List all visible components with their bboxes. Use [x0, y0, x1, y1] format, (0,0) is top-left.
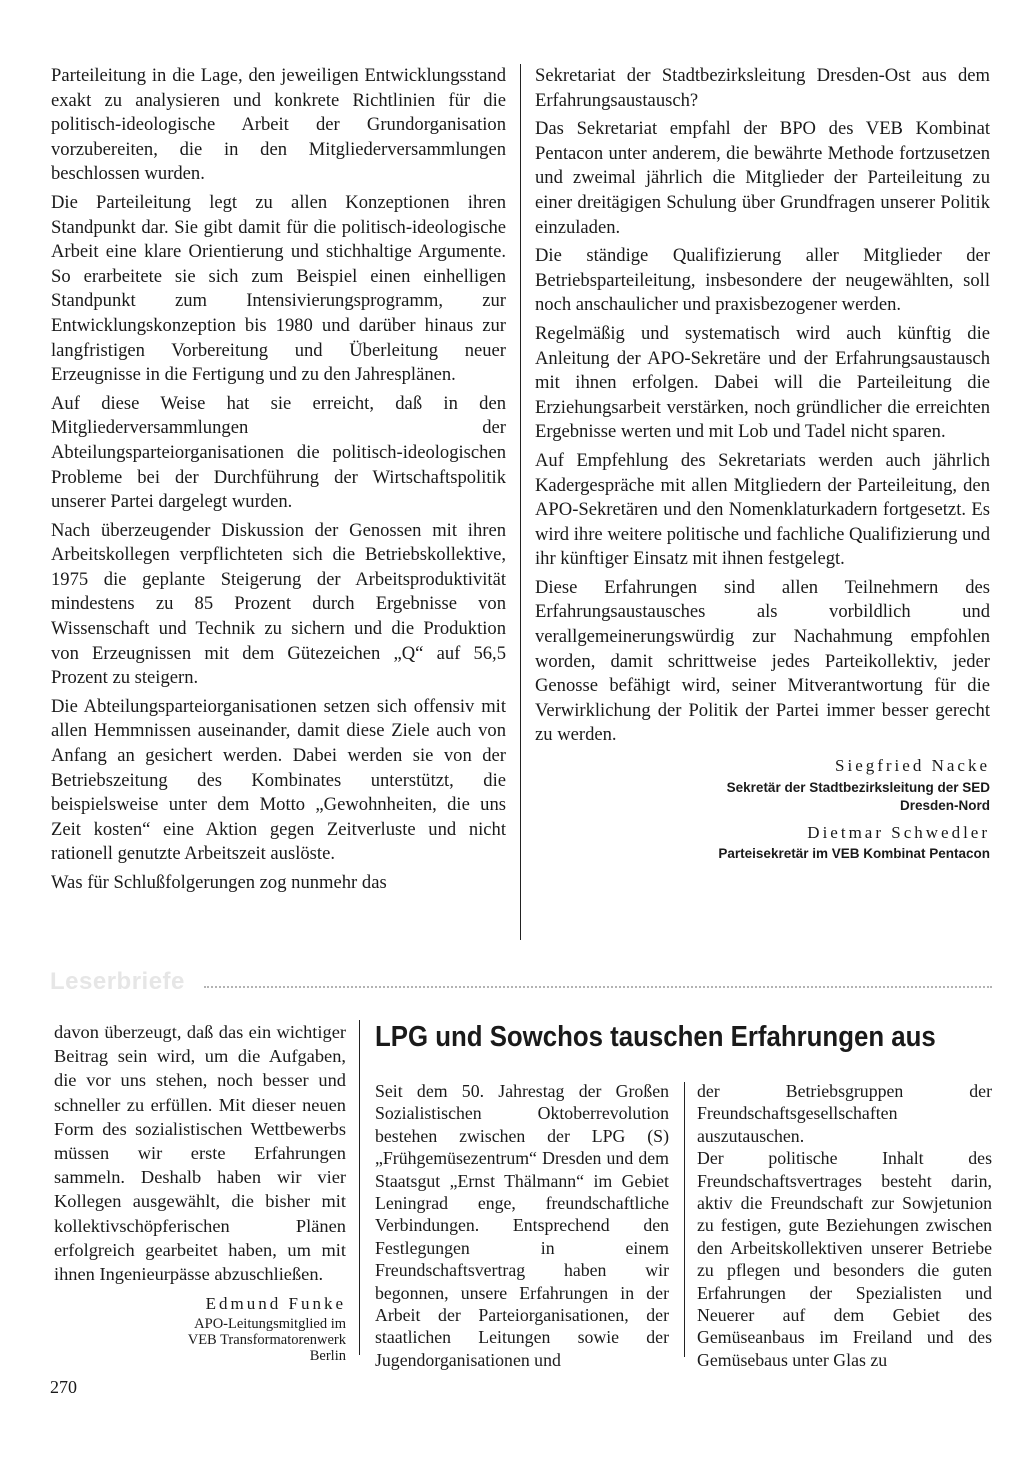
signature-role: Sekretär der Stadtbezirksleitung der SED	[726, 779, 990, 795]
letter-text: davon überzeugt, daß das ein wichtiger Beitrag sein wird, um die Aufgaben, die vor uns stehen, noch besser und schneller zu erfüllen. Mit dieser neuen Form des sozialistischen Wettbewerbs müssen wir erste Erfahrungen sammeln. Deshalb haben wir vier Kollegen ausgewählt, die bisher mit kollektivschöpferischen Plänen erfolgreich gearbeitet haben, um mit ihnen Ingenieurpässe abzuschließen.	[54, 1022, 346, 1285]
article-column-right	[535, 64, 990, 863]
signature-name: Dietmar Schwedler	[807, 822, 990, 842]
paragraph: Nach überzeugender Diskussion der Genossen mit ihren Arbeitskollegen verpflichteten sich die Betriebskollektive, 1975 die geplante Steigerung der Arbeitsproduktivität mindestens zu 85 Prozent durch Ergebnisse von Wissenschaft und Technik zu sichern und die Produktion von Erzeugnissen mit dem Gütezeichen „Q“ auf 56,5 Prozent zu steigern.	[51, 519, 506, 689]
paragraph: Was für Schlußfolgerungen zog nunmehr das	[51, 872, 387, 893]
signature-block	[535, 754, 990, 815]
paragraph: Die Parteileitung legt zu allen Konzeptionen ihren Standpunkt dar. Sie gibt damit für die politisch-ideologische Arbeit eine klare Orientierung und stichhaltige Argumente. So erarbeitete sie sich zum Beispiel einen einhelligen Standpunkt zum Intensivierungsprogramm, zur Entwicklungskonzeption bis 1980 und darüber hinaus zur langfristigen Vorbereitung und Überleitung neuer Erzeugnisse in die Fertigung und zu den Jahresplänen.	[51, 191, 506, 386]
paragraph: Der politische Inhalt des Freundschaftsvertrages besteht darin, aktiv die Freundschaft zur Sowjetunion zu festigen, gute Beziehungen zwischen den Arbeitskollektiven unserer Betriebe zu pflegen und besonders die guten Erfahrungen der Spezialisten und Neuerer auf dem Gebiet des Gemüseanbaus im Freiland und des Gemüsebaus unter Glas zu	[697, 1148, 992, 1370]
signature-role: APO-Leitungsmitglied im	[194, 1316, 346, 1333]
paragraph: Sekretariat der Stadtbezirksleitung Dresden-Ost aus dem Erfahrungsaustausch?	[535, 65, 990, 111]
paragraph: Auf diese Weise hat sie erreicht, daß in den Mitgliederversammlungen der Abteilungsparteiorganisationen die politisch-ideologischen Probleme bei der Durchführung der Wirtschaftspolitik unserer Partei dargelegt wurden.	[51, 392, 506, 513]
paragraph: Das Sekretariat empfahl der BPO des VEB Kombinat Pentacon unter anderem, die bewährte Methode fortzusetzen und zweimal jährlich die Mitglieder der Parteileitung zu einer dreitägigen Schulung über Grundfragen unserer Politik einzuladen.	[535, 118, 990, 238]
paragraph: Seit dem 50. Jahrestag der Großen Sozialistischen Oktoberrevolution bestehen zwischen der LPG (S) „Frühgemüsezentrum“ Dresden und dem Staatsgut „Ernst Thälmann“ im Gebiet Leningrad enge, freundschaftliche Verbindungen. Entsprechend den Festlegungen in einem Freundschaftsvertrag haben wir begonnen, unsere Erfahrungen in der Arbeit der Parteiorganisationen, der staatlichen Leitungen sowie der Jugendorganisationen und	[375, 1081, 669, 1370]
page-number: 270	[50, 1377, 77, 1397]
signature-role: VEB Transformatorenwerk	[187, 1332, 346, 1349]
paragraph: Diese Erfahrungen sind allen Teilnehmern des Erfahrungsaustausches als vorbildlich und verallgemeinerungswürdig zur Nachahmung empfohlen worden, damit schrittweise jedes Parteikollektiv, jeder Genosse befähigt wird, seiner Mitverantwortung für die Verwirklichung der Politik der Partei immer besser gerecht zu werden.	[535, 576, 990, 746]
paragraph: Auf Empfehlung des Sekretariats werden auch jährlich Kadergespräche mit allen Mitgliedern der Parteileitung, den APO-Sekretären und den Nomenklaturkadern fortgesetzt. Es wird ihre weitere politische und fachliche Qualifizierung und ihr künftiger Einsatz mit ihnen festgelegt.	[535, 449, 990, 570]
reader-letter	[54, 1020, 346, 1364]
column-divider	[520, 64, 521, 940]
section-label: Leserbriefe	[50, 968, 185, 995]
article-column	[697, 1080, 992, 1371]
paragraph: Die ständige Qualifizierung aller Mitglieder der Betriebsparteileitung, insbesondere der neugewählten, soll noch anschaulicher und praxisbezogener werden.	[535, 245, 990, 316]
signature-block	[535, 821, 990, 864]
paragraph: der Betriebsgruppen der Freundschaftsgesellschaften auszutauschen.	[697, 1081, 992, 1146]
column-divider	[684, 1082, 685, 1357]
paragraph: Die Abteilungsparteiorganisationen setzen sich offensiv mit allen Hemmnissen auseinander, damit diese Ziele auch von Anfang an gesichert werden. Dabei werden sie von der Betriebszeitung des Kombinates unterstützt, die beispielsweise unter dem Motto „Gewohnheiten, die uns Zeit kosten“ eine Aktion gegen Zeitverluste und nicht rationell genutzte Arbeitszeit auslöste.	[51, 695, 506, 865]
paragraph: Parteileitung in die Lage, den jeweiligen Entwicklungsstand exakt zu analysieren und konkrete Richtlinien für die politisch-ideologische Arbeit der Grundorganisation vorzubereiten, die in den Mitgliederversammlungen beschlossen wurden.	[51, 65, 506, 185]
section-divider	[204, 986, 992, 988]
signature-name: Edmund Funke	[205, 1294, 346, 1314]
signature-name: Siegfried Nacke	[835, 756, 990, 776]
article-column-left	[51, 64, 506, 900]
article-column	[375, 1080, 669, 1371]
signature-role: Berlin	[309, 1348, 346, 1365]
paragraph: Regelmäßig und systematisch wird auch künftig die Anleitung der APO-Sekretäre und der Erfahrungsaustausch mit ihnen erfolgen. Dabei will die Parteileitung die Erziehungsarbeit verstärken, noch gründlicher die erreichten Ergebnisse werten und mit Lob und Tadel nicht sparen.	[535, 322, 990, 443]
signature-role: Parteisekretär im VEB Kombinat Pentacon	[718, 846, 990, 862]
column-divider	[359, 1020, 360, 1355]
article-headline: LPG und Sowchos tauschen Erfahrungen aus	[375, 1021, 936, 1053]
signature-block	[54, 1292, 346, 1364]
signature-role: Dresden-Nord	[899, 797, 990, 813]
